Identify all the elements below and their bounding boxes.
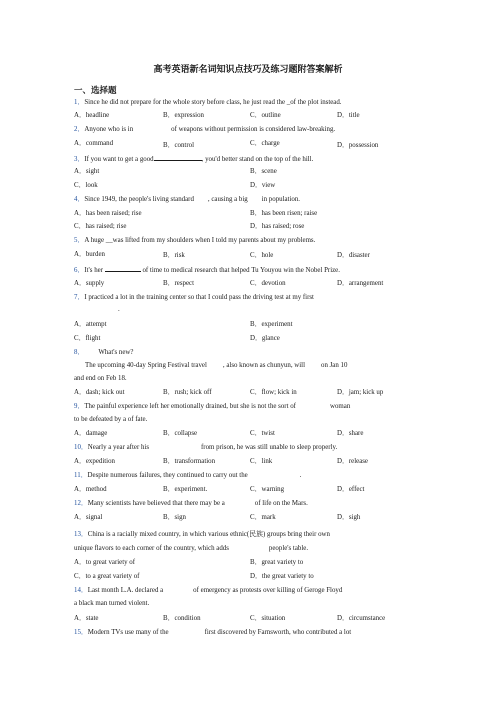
question-text: China is a racially mixed country, in which various ethnic(民族) groups bring their own: [87, 531, 330, 538]
question-number: 4．: [74, 196, 85, 203]
option-d[interactable]: D．share: [337, 430, 364, 437]
option-b[interactable]: B．transformation: [163, 458, 216, 465]
option-b[interactable]: B．experiment: [250, 321, 293, 328]
option-a[interactable]: A．to great variety of: [74, 559, 136, 566]
question-text-cont: of life on the Mars.: [254, 500, 308, 507]
option-c[interactable]: C．to a great variety of: [74, 573, 140, 580]
option-b[interactable]: B．condition: [163, 615, 201, 622]
question-text-cont: woman: [329, 403, 351, 410]
question-number: 6．: [74, 267, 85, 274]
question-text: Anyone who is in: [84, 126, 134, 133]
question-text: Since 1949, the people's living standard: [84, 196, 194, 203]
option-d[interactable]: D．view: [250, 182, 276, 189]
option-b[interactable]: B．sign: [163, 514, 186, 521]
question-text-cont: of emergency as protests over killing of Geroge Floyd: [193, 587, 343, 594]
question-text-end: .: [299, 472, 302, 479]
option-b[interactable]: B．collapse: [163, 430, 198, 437]
option-a[interactable]: A．method: [74, 486, 107, 493]
option-a[interactable]: A．signal: [74, 514, 103, 521]
passage-text: The upcoming 40-day Spring Festival travel: [85, 362, 207, 369]
option-c[interactable]: C．situation: [250, 615, 286, 622]
question-text: Nearly a year after his: [87, 444, 149, 451]
option-b[interactable]: B．scene: [250, 168, 277, 175]
question-10: [74, 443, 434, 452]
option-c[interactable]: C．link: [250, 458, 273, 465]
option-a[interactable]: A．has been raised; rise: [74, 210, 142, 217]
question-7-cont: .: [118, 306, 120, 313]
option-b[interactable]: B．respect: [163, 280, 194, 287]
option-d[interactable]: D．title: [337, 112, 360, 119]
question-text: Many scientists have believed that there may be a: [87, 500, 225, 507]
question-1: [74, 98, 434, 107]
question-text: Despite numerous failures, they continued to carry out the: [87, 472, 248, 479]
option-d[interactable]: D．the great variety to: [250, 573, 314, 580]
option-a[interactable]: A．state: [74, 615, 99, 622]
option-d[interactable]: D．possession: [337, 142, 379, 149]
option-d[interactable]: D．jam; kick up: [337, 389, 384, 396]
question-text: What's new?: [98, 349, 134, 356]
option-c[interactable]: C．has raised; rise: [74, 223, 127, 230]
option-d[interactable]: D．release: [337, 458, 368, 465]
option-c[interactable]: C．flight: [74, 335, 101, 342]
option-c[interactable]: C．devotion: [250, 280, 286, 287]
option-a[interactable]: A．supply: [74, 280, 105, 287]
option-b[interactable]: B．rush; kick off: [163, 389, 212, 396]
question-text: A huge __was lifted from my shoulders when I told my parents about my problems.: [84, 237, 316, 244]
option-b[interactable]: B．expression: [163, 112, 204, 119]
option-b[interactable]: B．experiment.: [163, 486, 208, 493]
question-text-cont: of weapons without permission is considered law-breaking.: [171, 126, 336, 133]
question-8: [74, 348, 434, 357]
option-d[interactable]: D．glance: [250, 335, 280, 342]
passage-text-cont: , also known as chunyun, will: [222, 362, 306, 369]
question-number: 12．: [74, 500, 88, 507]
question-number: 3．: [74, 156, 85, 163]
question-9: [74, 402, 434, 411]
question-12: [74, 499, 434, 508]
page-title: 高考英语新名词知识点技巧及练习题附答案解析: [153, 65, 343, 75]
question-number: 10．: [74, 444, 88, 451]
question-5: [74, 236, 434, 245]
option-a[interactable]: A．attempt: [74, 321, 107, 328]
option-b[interactable]: B．great variety to: [250, 559, 304, 566]
option-a[interactable]: A．damage: [74, 430, 108, 437]
option-d[interactable]: D．has raised; rose: [250, 223, 305, 230]
question-7: [74, 293, 434, 302]
option-a[interactable]: A．headline: [74, 112, 110, 119]
question-number: 15．: [74, 629, 88, 636]
question-text: Modern TVs use many of the: [87, 629, 169, 636]
option-b[interactable]: B．control: [163, 142, 195, 149]
question-6: [74, 265, 434, 275]
option-d[interactable]: D．arrangement: [337, 280, 384, 287]
question-15: [74, 628, 434, 637]
option-c[interactable]: C．outline: [250, 112, 281, 119]
question-number: 11．: [74, 472, 88, 479]
question-text: Since he did not prepare for the whole story before class, he just read the _of the plot instead.: [84, 99, 342, 106]
question-number: 8．: [74, 349, 85, 356]
option-d[interactable]: D．disaster: [337, 252, 370, 259]
option-c[interactable]: C．charge: [250, 140, 280, 147]
question-text: If you want to get a good: [84, 156, 154, 163]
answer-blank: [105, 265, 141, 272]
question-text: I practiced a lot in the training center so that I could pass the driving test at my first: [84, 294, 314, 301]
question-text-end: people's table.: [268, 545, 309, 552]
question-8-passage: [85, 361, 445, 370]
option-d[interactable]: D．sigh: [337, 514, 361, 521]
option-c[interactable]: C．warning: [250, 486, 285, 493]
question-text-cont: , you'd better stand on the top of the hill.: [201, 156, 314, 163]
option-d[interactable]: D．circumstance: [337, 615, 386, 622]
question-14-cont: a black man turned violent.: [74, 600, 150, 607]
option-a[interactable]: A．sight: [74, 168, 100, 175]
answer-blank: [154, 154, 202, 161]
question-11: [74, 471, 434, 480]
option-c[interactable]: C．mark: [250, 514, 276, 521]
question-4: [74, 195, 434, 204]
option-a[interactable]: A．dash; kick out: [74, 389, 125, 396]
question-text-cont: , causing a big: [207, 196, 248, 203]
question-number: 14．: [74, 587, 88, 594]
question-9-cont: to be defeated by a of fate.: [74, 416, 148, 423]
question-text: It's her: [84, 267, 103, 274]
question-number: 9．: [74, 403, 85, 410]
option-c[interactable]: C．flow; kick in: [250, 389, 297, 396]
option-c[interactable]: C．twist: [250, 430, 275, 437]
option-d[interactable]: D．effect: [337, 486, 365, 493]
question-number: 13．: [74, 531, 88, 538]
question-number: 7．: [74, 294, 85, 301]
section-heading: 一、选择题: [74, 86, 117, 96]
option-a[interactable]: A．burden: [74, 251, 106, 258]
question-text: Last month L.A. declared a: [87, 587, 164, 594]
question-text-end: in population.: [261, 196, 300, 203]
question-3: [74, 154, 434, 164]
question-2: [74, 125, 434, 134]
question-number: 1．: [74, 99, 85, 106]
question-13-cont: [74, 544, 434, 553]
question-number: 5．: [74, 237, 85, 244]
option-b[interactable]: B．risk: [163, 252, 185, 259]
question-8-passage-cont: and end on Feb 18.: [74, 375, 127, 382]
question-text: The painful experience left her emotionally drained, but she is not the sort of: [84, 403, 296, 410]
question-number: 2．: [74, 126, 85, 133]
question-text-cont: unique flavors to each corner of the country, which adds: [74, 545, 229, 552]
option-c[interactable]: C．hole: [250, 252, 274, 259]
question-text-cont: first discovered by Farnsworth, who contributed a lot: [204, 629, 352, 636]
option-c[interactable]: C．look: [74, 182, 98, 189]
question-text-cont: from prison, he was still unable to sleep properly.: [201, 444, 338, 451]
question-13: [74, 530, 434, 539]
question-text-cont: of time to medical research that helped Tu Youyou win the Nobel Prize.: [142, 267, 340, 274]
option-a[interactable]: A．command: [74, 140, 114, 147]
question-14: [74, 586, 434, 595]
passage-text-end: on Jan 10: [321, 362, 348, 369]
option-a[interactable]: A．expedition: [74, 458, 115, 465]
option-b[interactable]: B．has been risen; raise: [250, 210, 318, 217]
